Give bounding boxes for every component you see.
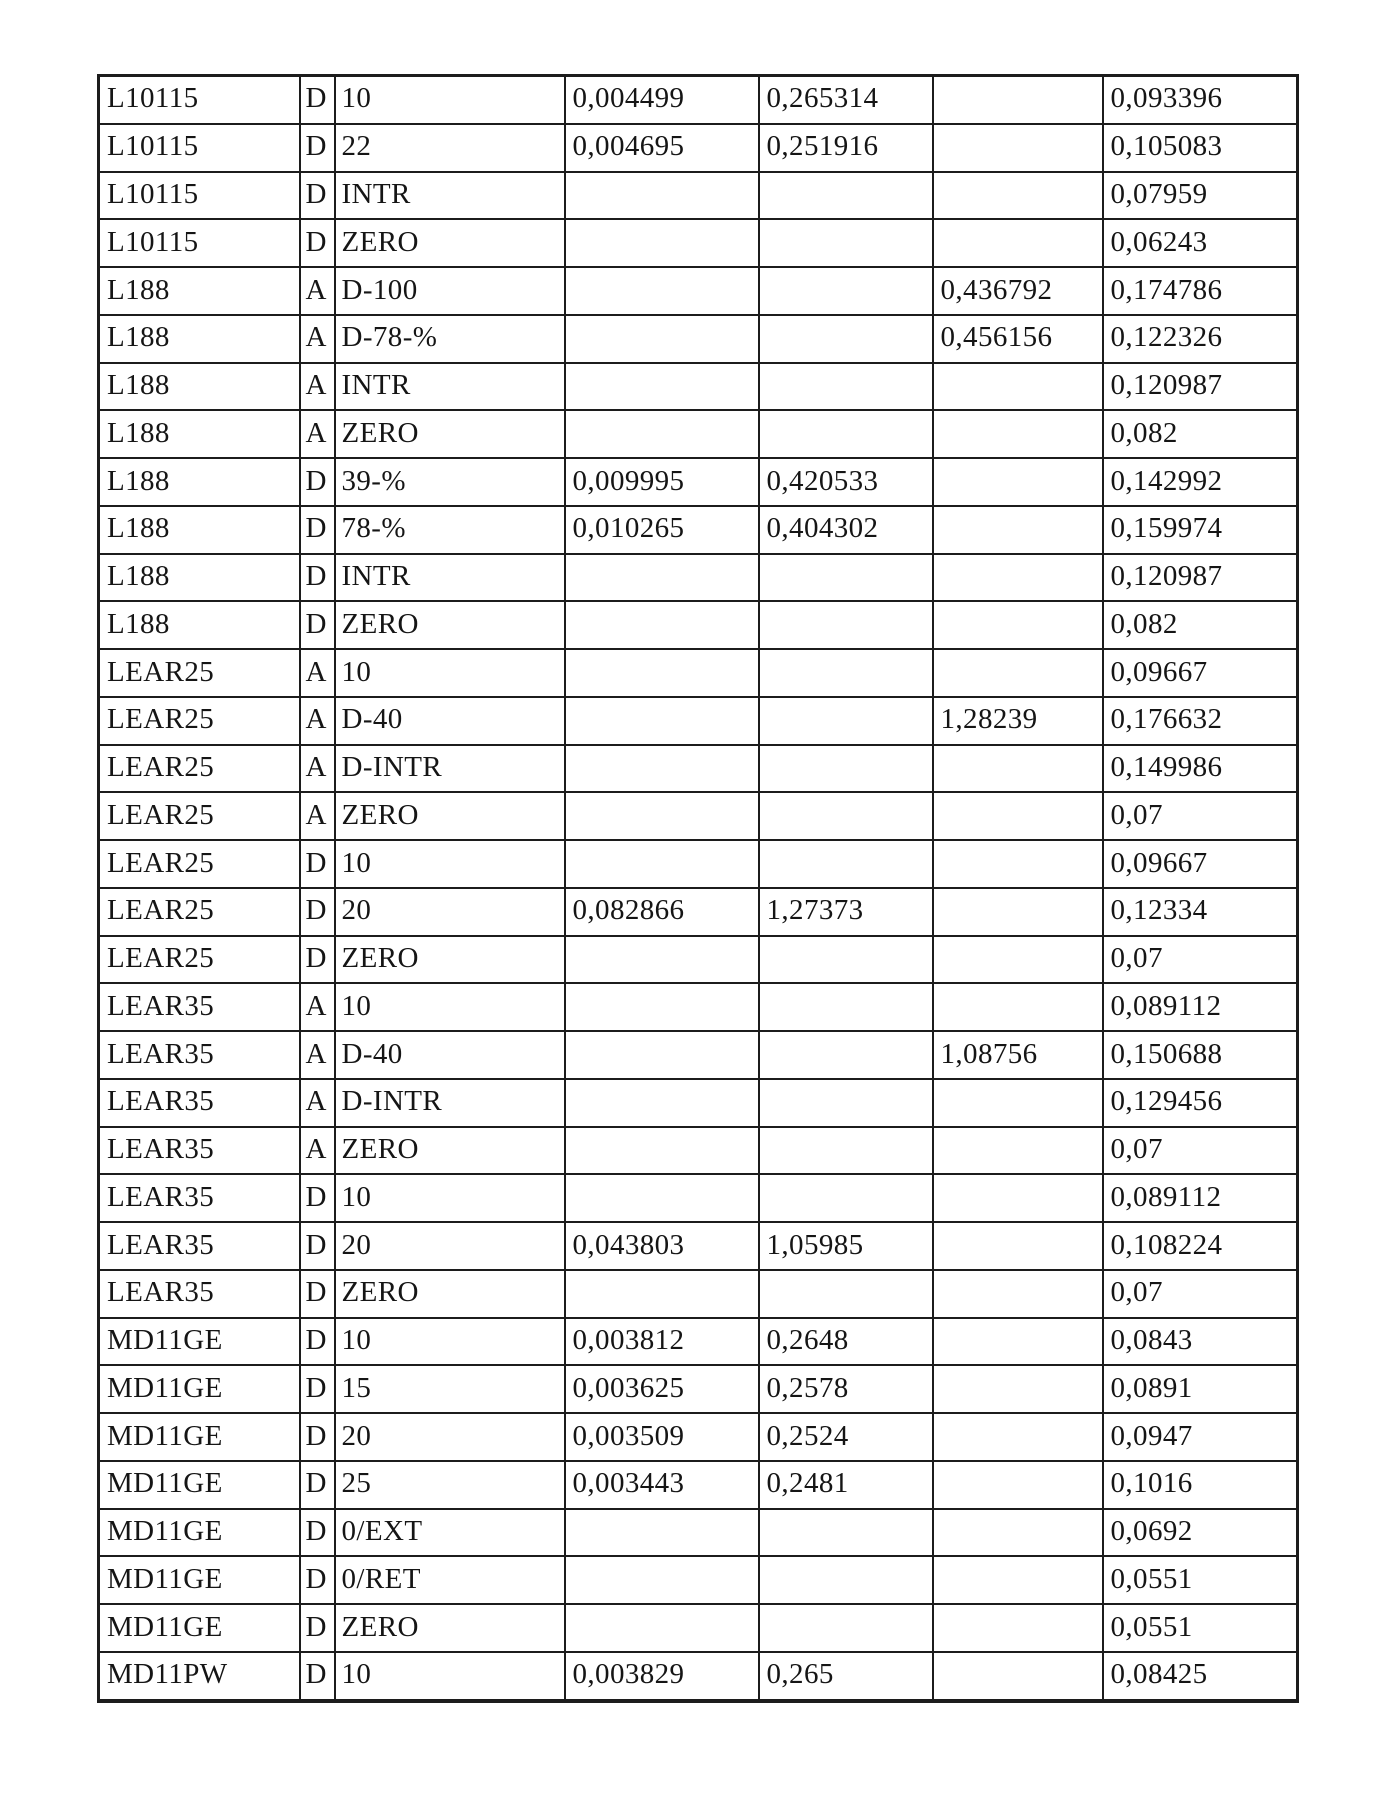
cell-value-1 bbox=[565, 983, 759, 1031]
cell-configuration: D-40 bbox=[335, 697, 565, 745]
cell-value-3 bbox=[933, 124, 1103, 172]
cell-operation: D bbox=[300, 888, 335, 936]
cell-operation: D bbox=[300, 1365, 335, 1413]
cell-aircraft: L188 bbox=[99, 601, 300, 649]
cell-configuration: 10 bbox=[335, 1318, 565, 1366]
cell-configuration: ZERO bbox=[335, 410, 565, 458]
cell-value-4: 0,122326 bbox=[1103, 315, 1298, 363]
cell-aircraft: MD11GE bbox=[99, 1365, 300, 1413]
cell-value-3 bbox=[933, 649, 1103, 697]
cell-value-4: 0,174786 bbox=[1103, 267, 1298, 315]
cell-value-3 bbox=[933, 172, 1103, 220]
cell-aircraft: LEAR35 bbox=[99, 1079, 300, 1127]
cell-aircraft: L188 bbox=[99, 267, 300, 315]
cell-configuration: 10 bbox=[335, 840, 565, 888]
cell-configuration: 25 bbox=[335, 1461, 565, 1509]
cell-configuration: D-100 bbox=[335, 267, 565, 315]
cell-value-4: 0,06243 bbox=[1103, 219, 1298, 267]
cell-configuration: INTR bbox=[335, 363, 565, 411]
cell-operation: D bbox=[300, 124, 335, 172]
cell-aircraft: L10115 bbox=[99, 219, 300, 267]
cell-value-2: 0,265314 bbox=[759, 76, 933, 124]
cell-configuration: 22 bbox=[335, 124, 565, 172]
cell-value-1: 0,004695 bbox=[565, 124, 759, 172]
table-row bbox=[99, 792, 1298, 840]
cell-configuration: 15 bbox=[335, 1365, 565, 1413]
cell-value-3: 0,436792 bbox=[933, 267, 1103, 315]
cell-value-4: 0,093396 bbox=[1103, 76, 1298, 124]
cell-configuration: 0/EXT bbox=[335, 1509, 565, 1557]
cell-operation: D bbox=[300, 1509, 335, 1557]
cell-value-1 bbox=[565, 1509, 759, 1557]
cell-aircraft: LEAR25 bbox=[99, 888, 300, 936]
cell-value-2 bbox=[759, 840, 933, 888]
table-row bbox=[99, 1318, 1298, 1366]
cell-operation: D bbox=[300, 1318, 335, 1366]
table-row bbox=[99, 363, 1298, 411]
table-row bbox=[99, 983, 1298, 1031]
cell-value-1 bbox=[565, 1604, 759, 1652]
cell-aircraft: L10115 bbox=[99, 76, 300, 124]
cell-value-4: 0,0551 bbox=[1103, 1604, 1298, 1652]
table-row bbox=[99, 840, 1298, 888]
table-row bbox=[99, 1079, 1298, 1127]
cell-value-2: 0,265 bbox=[759, 1652, 933, 1701]
cell-operation: D bbox=[300, 1556, 335, 1604]
cell-operation: D bbox=[300, 1413, 335, 1461]
cell-value-1 bbox=[565, 172, 759, 220]
cell-value-2: 0,404302 bbox=[759, 506, 933, 554]
cell-value-4: 0,129456 bbox=[1103, 1079, 1298, 1127]
cell-configuration: 39-% bbox=[335, 458, 565, 506]
cell-aircraft: LEAR35 bbox=[99, 1174, 300, 1222]
cell-operation: D bbox=[300, 458, 335, 506]
cell-value-4: 0,082 bbox=[1103, 410, 1298, 458]
cell-operation: A bbox=[300, 315, 335, 363]
cell-configuration: D-INTR bbox=[335, 1079, 565, 1127]
cell-operation: D bbox=[300, 1222, 335, 1270]
cell-value-1: 0,003625 bbox=[565, 1365, 759, 1413]
table-row bbox=[99, 936, 1298, 984]
cell-value-4: 0,07 bbox=[1103, 1127, 1298, 1175]
cell-value-1 bbox=[565, 554, 759, 602]
cell-operation: A bbox=[300, 363, 335, 411]
table-row bbox=[99, 554, 1298, 602]
cell-value-4: 0,142992 bbox=[1103, 458, 1298, 506]
cell-value-4: 0,082 bbox=[1103, 601, 1298, 649]
cell-value-1: 0,003829 bbox=[565, 1652, 759, 1701]
cell-value-2 bbox=[759, 554, 933, 602]
cell-value-4: 0,09667 bbox=[1103, 840, 1298, 888]
cell-value-4: 0,089112 bbox=[1103, 983, 1298, 1031]
cell-value-2 bbox=[759, 983, 933, 1031]
cell-aircraft: LEAR35 bbox=[99, 1270, 300, 1318]
cell-operation: D bbox=[300, 1270, 335, 1318]
cell-configuration: ZERO bbox=[335, 219, 565, 267]
cell-aircraft: MD11GE bbox=[99, 1413, 300, 1461]
cell-value-4: 0,120987 bbox=[1103, 554, 1298, 602]
cell-aircraft: LEAR25 bbox=[99, 745, 300, 793]
table-row bbox=[99, 1556, 1298, 1604]
cell-value-1: 0,082866 bbox=[565, 888, 759, 936]
cell-aircraft: MD11GE bbox=[99, 1318, 300, 1366]
cell-aircraft: L188 bbox=[99, 554, 300, 602]
cell-operation: A bbox=[300, 267, 335, 315]
cell-value-3 bbox=[933, 1461, 1103, 1509]
cell-value-4: 0,105083 bbox=[1103, 124, 1298, 172]
cell-value-1 bbox=[565, 792, 759, 840]
cell-configuration: 0/RET bbox=[335, 1556, 565, 1604]
cell-aircraft: MD11GE bbox=[99, 1509, 300, 1557]
cell-value-1: 0,003443 bbox=[565, 1461, 759, 1509]
cell-value-2 bbox=[759, 1174, 933, 1222]
cell-aircraft: LEAR35 bbox=[99, 1127, 300, 1175]
cell-value-1 bbox=[565, 1127, 759, 1175]
cell-value-1: 0,010265 bbox=[565, 506, 759, 554]
cell-value-3 bbox=[933, 840, 1103, 888]
table-row bbox=[99, 506, 1298, 554]
cell-value-2 bbox=[759, 1509, 933, 1557]
cell-operation: D bbox=[300, 172, 335, 220]
cell-value-2 bbox=[759, 649, 933, 697]
cell-configuration: D-INTR bbox=[335, 745, 565, 793]
cell-configuration: D-78-% bbox=[335, 315, 565, 363]
cell-value-4: 0,0891 bbox=[1103, 1365, 1298, 1413]
cell-value-2: 1,27373 bbox=[759, 888, 933, 936]
cell-value-1: 0,003509 bbox=[565, 1413, 759, 1461]
table-row bbox=[99, 410, 1298, 458]
cell-value-4: 0,08425 bbox=[1103, 1652, 1298, 1701]
cell-configuration: 10 bbox=[335, 983, 565, 1031]
cell-value-1 bbox=[565, 840, 759, 888]
cell-aircraft: MD11GE bbox=[99, 1604, 300, 1652]
cell-value-2: 1,05985 bbox=[759, 1222, 933, 1270]
table-row bbox=[99, 1270, 1298, 1318]
cell-value-1 bbox=[565, 219, 759, 267]
cell-value-3 bbox=[933, 410, 1103, 458]
cell-value-1 bbox=[565, 363, 759, 411]
table-row bbox=[99, 1174, 1298, 1222]
cell-value-1 bbox=[565, 1270, 759, 1318]
cell-value-2 bbox=[759, 792, 933, 840]
cell-value-3 bbox=[933, 1652, 1103, 1701]
cell-value-4: 0,176632 bbox=[1103, 697, 1298, 745]
cell-aircraft: MD11GE bbox=[99, 1556, 300, 1604]
table-row bbox=[99, 697, 1298, 745]
cell-value-1 bbox=[565, 936, 759, 984]
table-row bbox=[99, 1509, 1298, 1557]
cell-operation: D bbox=[300, 840, 335, 888]
cell-value-1: 0,003812 bbox=[565, 1318, 759, 1366]
cell-configuration: 20 bbox=[335, 1413, 565, 1461]
cell-value-2 bbox=[759, 1604, 933, 1652]
cell-value-4: 0,150688 bbox=[1103, 1031, 1298, 1079]
table-row bbox=[99, 267, 1298, 315]
cell-value-1 bbox=[565, 267, 759, 315]
cell-operation: A bbox=[300, 697, 335, 745]
cell-value-2: 0,2481 bbox=[759, 1461, 933, 1509]
table-row bbox=[99, 1127, 1298, 1175]
cell-aircraft: L188 bbox=[99, 410, 300, 458]
cell-value-2 bbox=[759, 1556, 933, 1604]
cell-aircraft: L188 bbox=[99, 315, 300, 363]
cell-operation: D bbox=[300, 554, 335, 602]
cell-operation: A bbox=[300, 1031, 335, 1079]
cell-configuration: INTR bbox=[335, 172, 565, 220]
cell-value-2 bbox=[759, 745, 933, 793]
cell-value-2 bbox=[759, 315, 933, 363]
table-row bbox=[99, 124, 1298, 172]
cell-operation: D bbox=[300, 219, 335, 267]
cell-configuration: 78-% bbox=[335, 506, 565, 554]
cell-operation: D bbox=[300, 506, 335, 554]
cell-configuration: 20 bbox=[335, 888, 565, 936]
cell-value-3 bbox=[933, 792, 1103, 840]
table-row bbox=[99, 649, 1298, 697]
cell-value-1: 0,004499 bbox=[565, 76, 759, 124]
cell-configuration: 10 bbox=[335, 76, 565, 124]
cell-configuration: 10 bbox=[335, 1174, 565, 1222]
cell-operation: A bbox=[300, 1079, 335, 1127]
cell-aircraft: L188 bbox=[99, 458, 300, 506]
cell-value-3 bbox=[933, 1318, 1103, 1366]
table-row bbox=[99, 1652, 1298, 1701]
cell-value-4: 0,108224 bbox=[1103, 1222, 1298, 1270]
cell-aircraft: LEAR25 bbox=[99, 697, 300, 745]
table-row bbox=[99, 76, 1298, 124]
cell-value-3 bbox=[933, 1174, 1103, 1222]
cell-value-1 bbox=[565, 601, 759, 649]
cell-operation: A bbox=[300, 649, 335, 697]
cell-aircraft: L188 bbox=[99, 506, 300, 554]
cell-aircraft: L10115 bbox=[99, 124, 300, 172]
cell-value-3 bbox=[933, 745, 1103, 793]
cell-configuration: INTR bbox=[335, 554, 565, 602]
cell-value-4: 0,07 bbox=[1103, 936, 1298, 984]
cell-configuration: ZERO bbox=[335, 601, 565, 649]
cell-value-2 bbox=[759, 1127, 933, 1175]
cell-value-4: 0,0692 bbox=[1103, 1509, 1298, 1557]
cell-value-3 bbox=[933, 1079, 1103, 1127]
cell-value-2 bbox=[759, 363, 933, 411]
cell-value-1 bbox=[565, 1556, 759, 1604]
cell-value-2 bbox=[759, 697, 933, 745]
cell-value-3 bbox=[933, 1365, 1103, 1413]
cell-value-3 bbox=[933, 888, 1103, 936]
cell-operation: A bbox=[300, 410, 335, 458]
cell-value-3 bbox=[933, 219, 1103, 267]
cell-value-3 bbox=[933, 936, 1103, 984]
table-row bbox=[99, 1222, 1298, 1270]
cell-aircraft: LEAR25 bbox=[99, 792, 300, 840]
table-row bbox=[99, 601, 1298, 649]
cell-aircraft: MD11PW bbox=[99, 1652, 300, 1701]
cell-value-3 bbox=[933, 1270, 1103, 1318]
cell-aircraft: MD11GE bbox=[99, 1461, 300, 1509]
cell-value-3 bbox=[933, 601, 1103, 649]
cell-configuration: D-40 bbox=[335, 1031, 565, 1079]
table-row bbox=[99, 888, 1298, 936]
cell-value-4: 0,12334 bbox=[1103, 888, 1298, 936]
cell-operation: D bbox=[300, 601, 335, 649]
cell-aircraft: LEAR35 bbox=[99, 983, 300, 1031]
cell-value-4: 0,089112 bbox=[1103, 1174, 1298, 1222]
cell-aircraft: LEAR35 bbox=[99, 1222, 300, 1270]
table-row bbox=[99, 745, 1298, 793]
cell-configuration: ZERO bbox=[335, 936, 565, 984]
cell-value-1: 0,009995 bbox=[565, 458, 759, 506]
cell-configuration: ZERO bbox=[335, 1604, 565, 1652]
cell-operation: D bbox=[300, 1461, 335, 1509]
cell-operation: D bbox=[300, 76, 335, 124]
cell-value-2: 0,2648 bbox=[759, 1318, 933, 1366]
cell-value-4: 0,07 bbox=[1103, 1270, 1298, 1318]
table-row bbox=[99, 1365, 1298, 1413]
cell-configuration: 20 bbox=[335, 1222, 565, 1270]
cell-configuration: ZERO bbox=[335, 1127, 565, 1175]
cell-configuration: 10 bbox=[335, 649, 565, 697]
cell-value-4: 0,07959 bbox=[1103, 172, 1298, 220]
table-row bbox=[99, 1604, 1298, 1652]
cell-value-1 bbox=[565, 649, 759, 697]
cell-value-1: 0,043803 bbox=[565, 1222, 759, 1270]
table-row bbox=[99, 1461, 1298, 1509]
cell-value-3 bbox=[933, 1413, 1103, 1461]
cell-value-2 bbox=[759, 219, 933, 267]
cell-aircraft: LEAR25 bbox=[99, 649, 300, 697]
cell-aircraft: L188 bbox=[99, 363, 300, 411]
cell-value-1 bbox=[565, 1174, 759, 1222]
cell-value-2 bbox=[759, 1270, 933, 1318]
cell-aircraft: LEAR35 bbox=[99, 1031, 300, 1079]
cell-value-2: 0,2578 bbox=[759, 1365, 933, 1413]
table-row bbox=[99, 1413, 1298, 1461]
cell-value-3 bbox=[933, 506, 1103, 554]
table-row bbox=[99, 315, 1298, 363]
cell-value-3 bbox=[933, 1556, 1103, 1604]
cell-value-3 bbox=[933, 458, 1103, 506]
cell-value-2 bbox=[759, 267, 933, 315]
cell-operation: D bbox=[300, 1652, 335, 1701]
cell-aircraft: LEAR25 bbox=[99, 840, 300, 888]
cell-value-3: 1,08756 bbox=[933, 1031, 1103, 1079]
cell-value-1 bbox=[565, 315, 759, 363]
cell-value-4: 0,120987 bbox=[1103, 363, 1298, 411]
cell-value-4: 0,09667 bbox=[1103, 649, 1298, 697]
cell-value-2 bbox=[759, 1031, 933, 1079]
cell-aircraft: LEAR25 bbox=[99, 936, 300, 984]
cell-value-1 bbox=[565, 1079, 759, 1127]
cell-value-2 bbox=[759, 1079, 933, 1127]
cell-value-3 bbox=[933, 1222, 1103, 1270]
cell-value-3: 0,456156 bbox=[933, 315, 1103, 363]
table-body bbox=[99, 76, 1298, 1702]
cell-operation: D bbox=[300, 1604, 335, 1652]
cell-value-2 bbox=[759, 936, 933, 984]
cell-value-3 bbox=[933, 1127, 1103, 1175]
cell-value-3: 1,28239 bbox=[933, 697, 1103, 745]
cell-value-1 bbox=[565, 745, 759, 793]
table-row bbox=[99, 172, 1298, 220]
cell-operation: D bbox=[300, 936, 335, 984]
cell-configuration: ZERO bbox=[335, 1270, 565, 1318]
cell-value-4: 0,1016 bbox=[1103, 1461, 1298, 1509]
cell-value-3 bbox=[933, 1604, 1103, 1652]
cell-value-2: 0,251916 bbox=[759, 124, 933, 172]
cell-operation: A bbox=[300, 745, 335, 793]
cell-value-2 bbox=[759, 172, 933, 220]
cell-value-3 bbox=[933, 1509, 1103, 1557]
cell-value-1 bbox=[565, 1031, 759, 1079]
cell-operation: A bbox=[300, 792, 335, 840]
cell-operation: D bbox=[300, 1174, 335, 1222]
cell-value-4: 0,0947 bbox=[1103, 1413, 1298, 1461]
cell-value-1 bbox=[565, 410, 759, 458]
cell-value-4: 0,149986 bbox=[1103, 745, 1298, 793]
cell-value-4: 0,07 bbox=[1103, 792, 1298, 840]
cell-configuration: ZERO bbox=[335, 792, 565, 840]
table-row bbox=[99, 219, 1298, 267]
cell-value-4: 0,159974 bbox=[1103, 506, 1298, 554]
cell-value-2: 0,420533 bbox=[759, 458, 933, 506]
cell-value-3 bbox=[933, 554, 1103, 602]
cell-operation: A bbox=[300, 983, 335, 1031]
cell-configuration: 10 bbox=[335, 1652, 565, 1701]
cell-value-3 bbox=[933, 76, 1103, 124]
cell-operation: A bbox=[300, 1127, 335, 1175]
cell-value-2: 0,2524 bbox=[759, 1413, 933, 1461]
cell-value-2 bbox=[759, 410, 933, 458]
cell-value-1 bbox=[565, 697, 759, 745]
cell-aircraft: L10115 bbox=[99, 172, 300, 220]
cell-value-3 bbox=[933, 363, 1103, 411]
data-table bbox=[97, 74, 1299, 1703]
cell-value-4: 0,0843 bbox=[1103, 1318, 1298, 1366]
table-row bbox=[99, 458, 1298, 506]
cell-value-2 bbox=[759, 601, 933, 649]
table-row bbox=[99, 1031, 1298, 1079]
cell-value-4: 0,0551 bbox=[1103, 1556, 1298, 1604]
cell-value-3 bbox=[933, 983, 1103, 1031]
